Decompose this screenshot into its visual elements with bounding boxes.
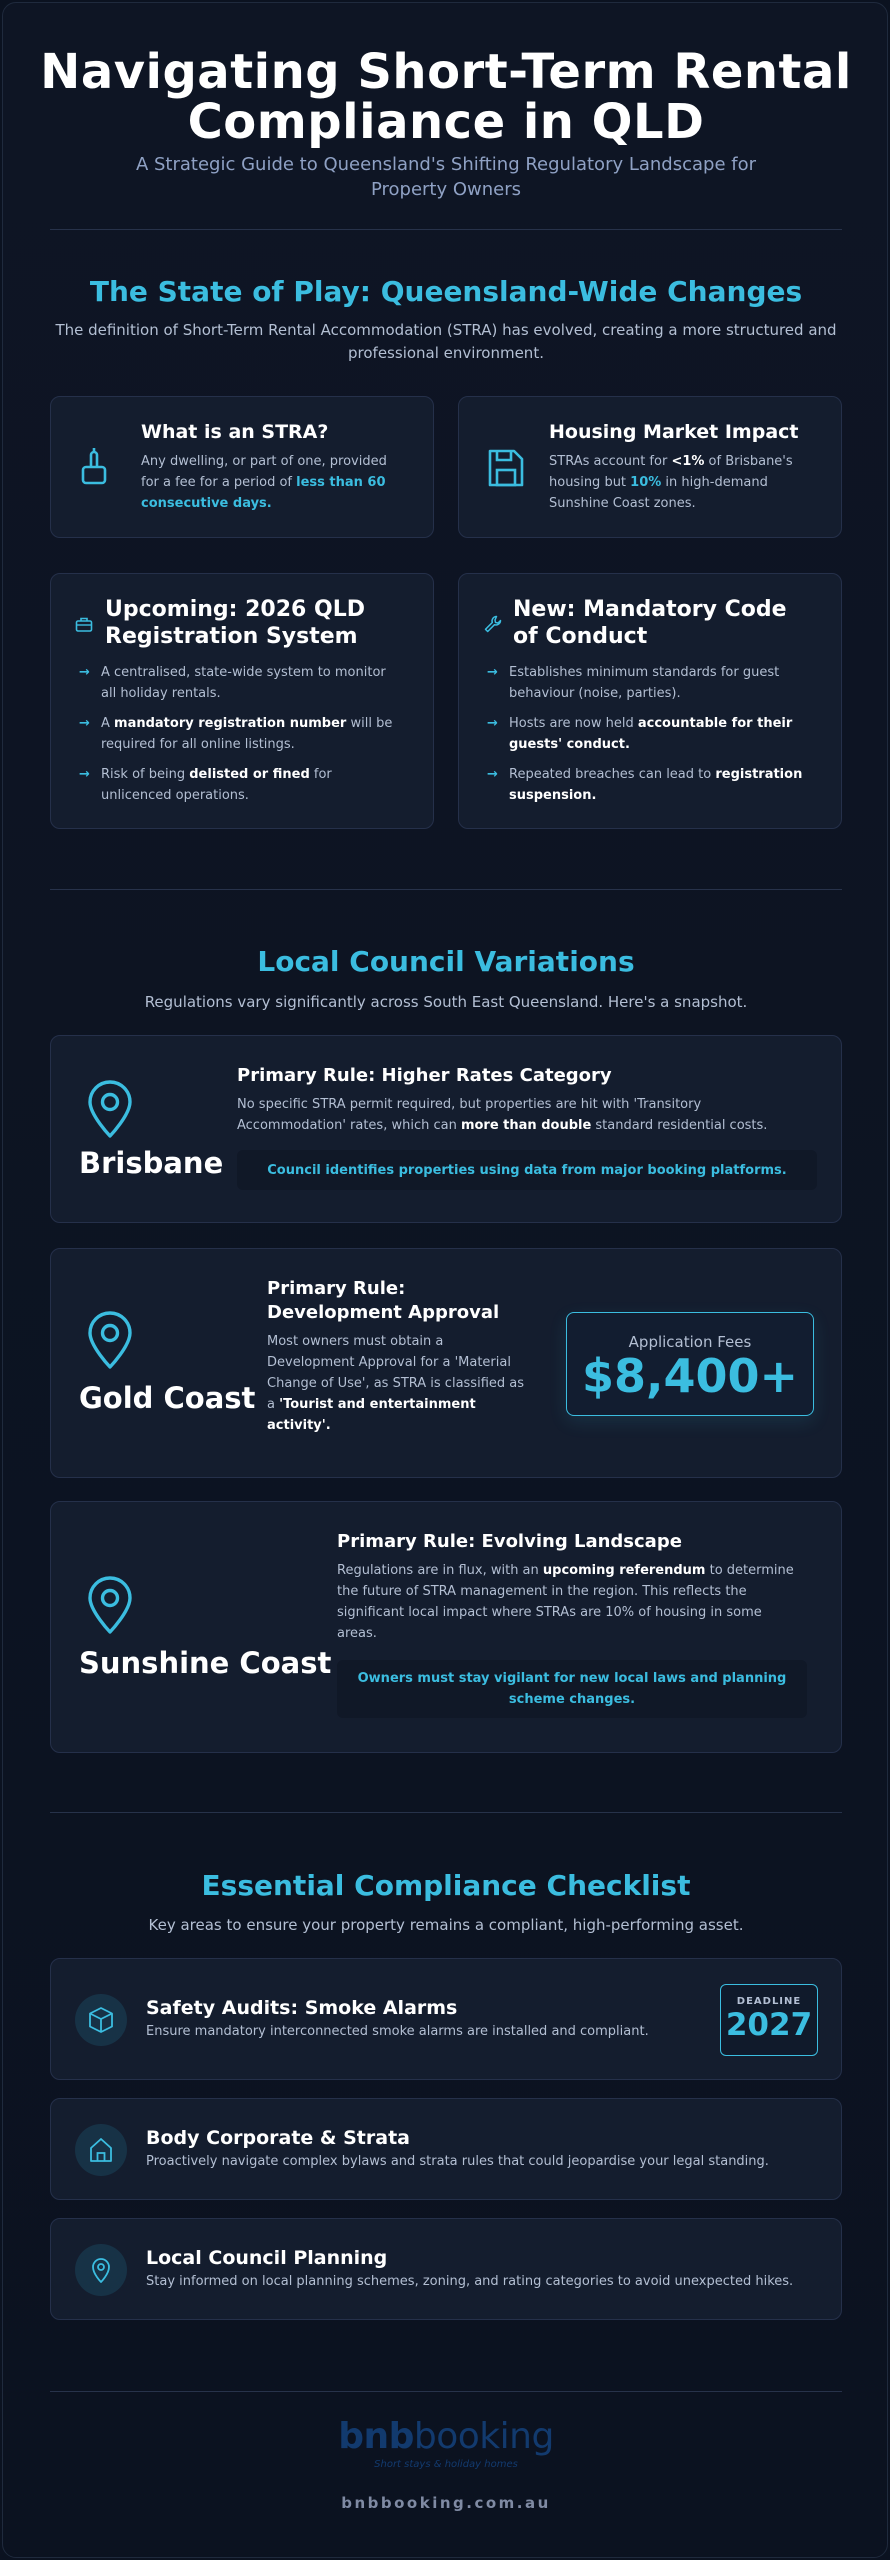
city-name: Brisbane xyxy=(79,1146,224,1180)
rule-title: Primary Rule: Evolving Landscape xyxy=(337,1531,682,1552)
divider xyxy=(50,2391,842,2392)
infographic-frame xyxy=(2,2,888,2558)
intro-line: The definition of Short-Term Rental Accommodation (STRA) has evolved, creating a more structured and xyxy=(55,321,837,339)
body-line: areas. xyxy=(337,1626,377,1641)
page-subtitle xyxy=(3,152,888,202)
arrow-right-icon: → xyxy=(487,716,498,731)
list-item xyxy=(487,662,827,704)
body-line: Any dwelling, or part of one, provided xyxy=(141,454,387,469)
card-title xyxy=(105,596,365,650)
intro-line: professional environment. xyxy=(348,344,544,362)
section-heading-checklist: Essential Compliance Checklist xyxy=(201,1869,691,1902)
rule-body xyxy=(267,1331,537,1436)
logo-tagline: Short stays & holiday homes xyxy=(374,2459,518,2470)
body-text: in high-demand xyxy=(661,475,768,490)
map-pin-icon xyxy=(85,1576,135,1640)
body-text: a xyxy=(267,1397,280,1412)
checklist-item xyxy=(50,1958,842,2080)
deadline-label: DEADLINE xyxy=(736,1996,802,2007)
body-line xyxy=(141,472,421,493)
arrow-right-icon: → xyxy=(79,665,90,680)
item-line xyxy=(101,713,419,734)
arrow-right-icon: → xyxy=(487,767,498,782)
item-text: for xyxy=(309,767,332,782)
item-text: A xyxy=(101,716,115,731)
info-note xyxy=(337,1660,807,1718)
bell-icon xyxy=(79,445,109,491)
note-line: scheme changes. xyxy=(508,1692,636,1707)
card-housing-impact xyxy=(458,396,842,538)
checklist-title: Safety Audits: Smoke Alarms xyxy=(146,1997,458,2019)
item-text: Risk of being xyxy=(101,767,190,782)
body-text: Accommodation' rates, which can xyxy=(237,1118,461,1133)
divider xyxy=(50,889,842,890)
list-item xyxy=(487,713,827,755)
title-line: New: Mandatory Code xyxy=(513,597,787,622)
body-line: activity'. xyxy=(267,1418,331,1433)
arrow-right-icon: → xyxy=(487,665,498,680)
section-intro-local: Regulations vary significantly across South East Queensland. Here's a snapshot. xyxy=(144,993,748,1011)
subtitle-line-2: Property Owners xyxy=(370,179,522,200)
body-text: for a fee for a period of xyxy=(141,475,297,490)
card-body xyxy=(549,451,829,514)
highlight-text: 10% xyxy=(630,475,662,490)
item-line: guests' conduct. xyxy=(509,737,630,752)
body-line: Sunshine Coast zones. xyxy=(549,496,696,511)
wrench-icon xyxy=(483,614,503,638)
checklist-item xyxy=(50,2098,842,2200)
deadline-year: 2027 xyxy=(725,2007,813,2043)
body-line xyxy=(237,1115,817,1136)
arrow-right-icon: → xyxy=(79,767,90,782)
body-text: of Brisbane's xyxy=(704,454,793,469)
item-line: unlicenced operations. xyxy=(101,788,249,803)
section-heading-state: The State of Play: Queensland-Wide Changes xyxy=(89,275,803,308)
arrow-right-icon: → xyxy=(79,716,90,731)
item-text: Hosts are now held xyxy=(509,716,638,731)
list-item xyxy=(79,713,419,755)
card-registration-system xyxy=(50,573,434,829)
checklist-text: Ensure mandatory interconnected smoke alarms are installed and compliant. xyxy=(146,2024,649,2039)
fee-value: $8,400+ xyxy=(581,1349,799,1403)
website-url: bnbbooking.com.au xyxy=(341,2494,551,2512)
item-text: will be xyxy=(346,716,393,731)
card-code-of-conduct xyxy=(458,573,842,829)
title-line: Upcoming: 2026 QLD xyxy=(105,597,365,622)
title-line-2: Compliance in QLD xyxy=(187,94,705,150)
item-text: Repeated breaches can lead to xyxy=(509,767,716,782)
highlight-text: registration xyxy=(715,767,803,782)
list-item xyxy=(79,764,419,806)
note-line: Owners must stay vigilant for new local laws and planning xyxy=(357,1671,787,1686)
card-what-is-stra xyxy=(50,396,434,538)
body-line xyxy=(549,472,829,493)
title-line: Development Approval xyxy=(267,1302,500,1323)
item-line: all holiday rentals. xyxy=(101,686,221,701)
card-title xyxy=(513,596,787,650)
card-title: Housing Market Impact xyxy=(549,421,799,443)
rule-body xyxy=(337,1560,807,1644)
title-line: of Conduct xyxy=(513,624,648,649)
item-line: Establishes minimum standards for guest xyxy=(509,665,780,680)
body-line xyxy=(267,1394,537,1415)
highlight-text: accountable for their xyxy=(637,716,793,731)
rule-title: Primary Rule: Higher Rates Category xyxy=(237,1065,612,1086)
item-line: behaviour (noise, parties). xyxy=(509,686,681,701)
body-text: Regulations are in flux, with an xyxy=(337,1563,543,1578)
item-line: suspension. xyxy=(509,788,597,803)
save-disk-icon xyxy=(486,447,526,493)
page-title xyxy=(3,44,888,150)
council-card-sunshine-coast xyxy=(50,1501,842,1753)
highlight-text: more than double xyxy=(460,1118,592,1133)
section-heading-local: Local Council Variations xyxy=(257,945,635,978)
logo-wordmark xyxy=(3,2417,888,2457)
checklist-title: Body Corporate & Strata xyxy=(146,2127,410,2149)
body-line: Most owners must obtain a xyxy=(267,1334,444,1349)
item-line xyxy=(509,713,827,734)
item-line: required for all online listings. xyxy=(101,737,295,752)
divider xyxy=(50,1812,842,1813)
card-title: What is an STRA? xyxy=(141,421,329,443)
body-text: housing but xyxy=(549,475,631,490)
city-name: Sunshine Coast xyxy=(79,1646,332,1680)
briefcase-icon xyxy=(75,616,93,636)
card-body xyxy=(141,451,421,514)
home-icon xyxy=(75,2124,127,2176)
city-name: Gold Coast xyxy=(79,1381,256,1415)
logo-text: booking xyxy=(413,2416,554,2457)
body-line: the future of STRA management in the region. This reflects the xyxy=(337,1584,747,1599)
map-pin-icon xyxy=(85,1311,135,1375)
highlight-text: <1% xyxy=(671,454,705,469)
checklist-text: Stay informed on local planning schemes, zoning, and rating categories to avoid unexpected hikes. xyxy=(146,2274,794,2289)
highlight-text: mandatory registration number xyxy=(114,716,347,731)
list-item xyxy=(487,764,827,806)
council-card-gold-coast xyxy=(50,1248,842,1478)
highlight-text: less than 60 xyxy=(296,475,386,490)
bullet-list xyxy=(487,662,827,806)
body-line: significant local impact where STRAs are 10% of housing in some xyxy=(337,1605,762,1620)
info-note: Council identifies properties using data from major booking platforms. xyxy=(237,1150,817,1190)
map-pin-icon xyxy=(75,2244,127,2296)
highlight-text: consecutive days. xyxy=(141,496,272,511)
item-line: A centralised, state-wide system to monitor xyxy=(101,665,386,680)
body-line: Development Approval for a 'Material xyxy=(267,1355,511,1370)
fee-label: Application Fees xyxy=(628,1333,752,1351)
highlight-text: delisted or fined xyxy=(189,767,310,782)
council-card-brisbane xyxy=(50,1035,842,1223)
body-line: Change of Use', as STRA is classified as xyxy=(267,1376,524,1391)
bullet-list xyxy=(79,662,419,806)
rule-title xyxy=(267,1277,499,1325)
divider xyxy=(50,229,842,230)
item-line xyxy=(101,764,419,785)
body-line: No specific STRA permit required, but properties are hit with 'Transitory xyxy=(237,1097,702,1112)
cube-icon xyxy=(75,1994,127,2046)
title-line: Registration System xyxy=(105,624,358,649)
list-item xyxy=(79,662,419,704)
body-text: to determine xyxy=(705,1563,794,1578)
title-line: Primary Rule: xyxy=(267,1278,406,1299)
deadline-badge xyxy=(720,1984,818,2056)
map-pin-icon xyxy=(85,1080,135,1144)
title-line-1: Navigating Short-Term Rental xyxy=(40,44,852,100)
highlight-text: upcoming referendum xyxy=(542,1563,706,1578)
section-intro-checklist: Key areas to ensure your property remains a compliant, high-performing asset. xyxy=(148,1916,744,1934)
subtitle-line-1: A Strategic Guide to Queensland's Shifting Regulatory Landscape for xyxy=(135,154,757,175)
item-line xyxy=(509,764,827,785)
fee-box xyxy=(566,1312,814,1416)
section-intro-state xyxy=(3,319,888,365)
checklist-text: Proactively navigate complex bylaws and strata rules that could jeopardise your legal standing. xyxy=(146,2154,769,2169)
checklist-title: Local Council Planning xyxy=(146,2247,388,2269)
highlight-text: 'Tourist and entertainment xyxy=(279,1397,476,1412)
body-line xyxy=(337,1560,807,1581)
body-text: standard residential costs. xyxy=(591,1118,768,1133)
checklist-item xyxy=(50,2218,842,2320)
logo-text: bnb xyxy=(338,2416,414,2457)
brand-logo xyxy=(3,2417,888,2470)
rule-body xyxy=(237,1094,817,1136)
body-text: STRAs account for xyxy=(549,454,672,469)
body-line xyxy=(549,451,829,472)
